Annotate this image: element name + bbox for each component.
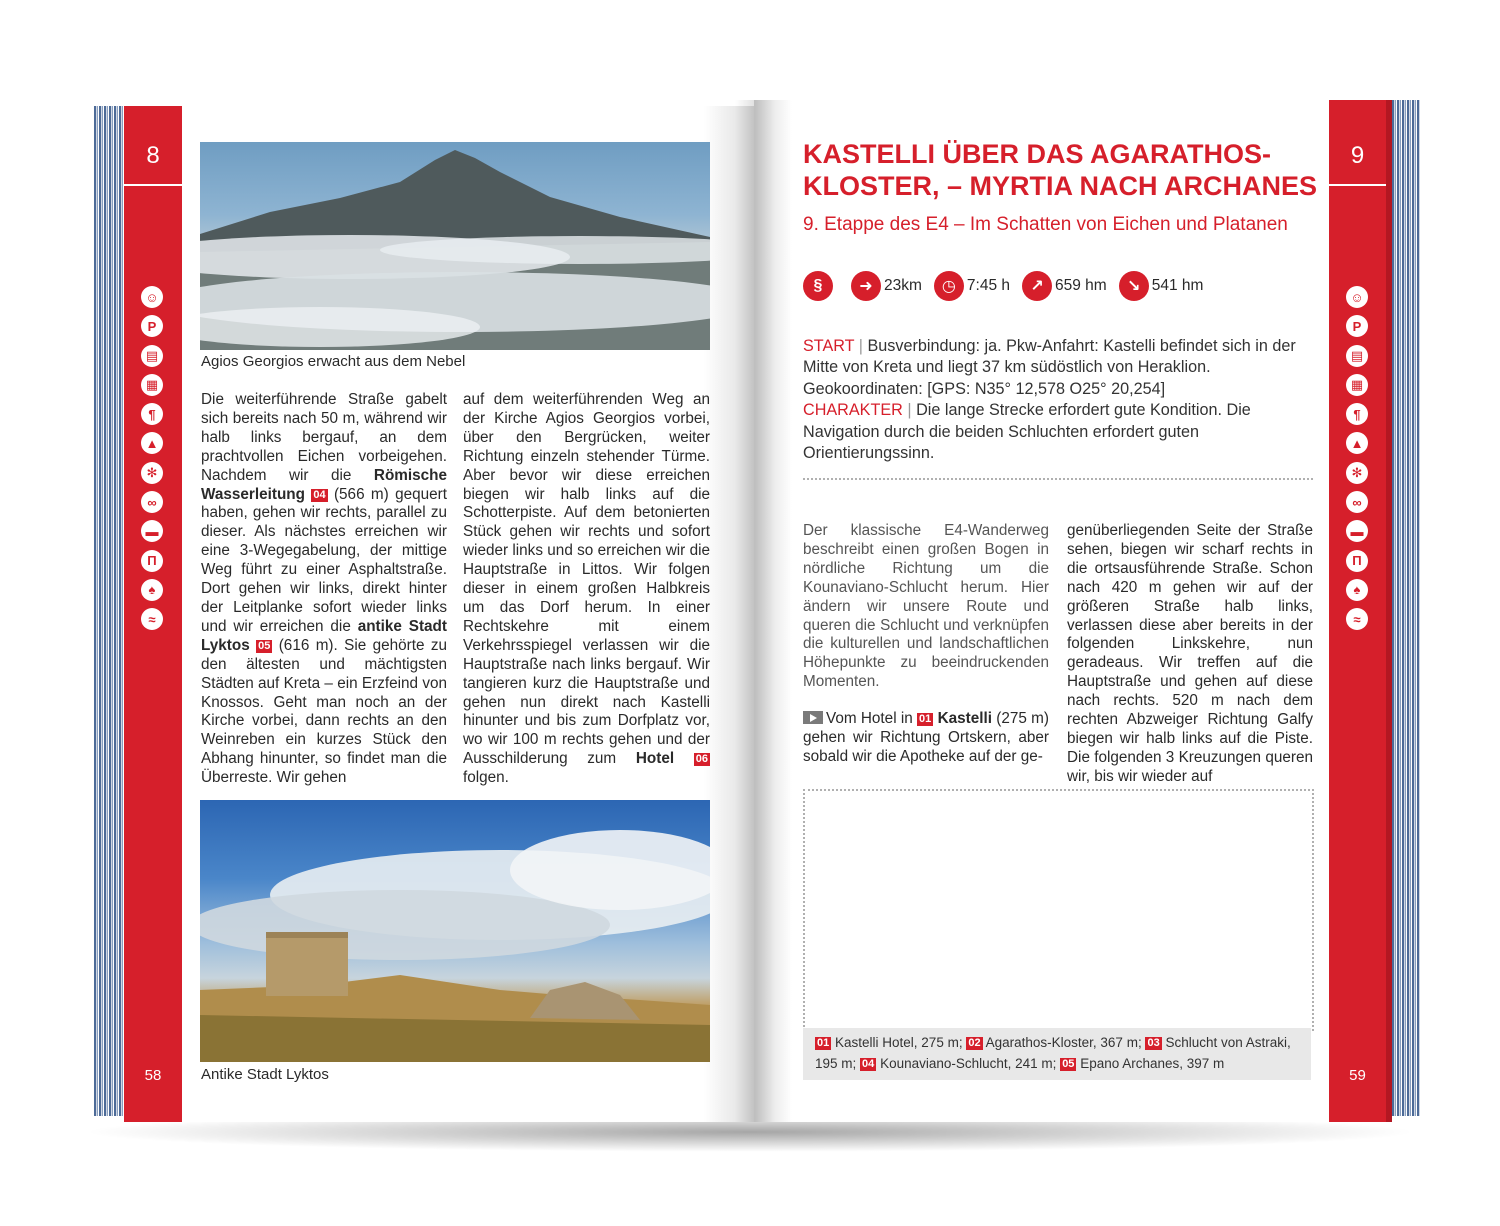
waypoint-legend: 01 Kastelli Hotel, 275 m; 02 Agarathos-Kloster, 367 m; 03 Schlucht von Astraki, 195 m; 04 Kounaviano-Schlucht, 241 m; 05 Epano Archanes, 397 m (803, 1028, 1311, 1080)
bus-icon: ▤ (141, 345, 163, 367)
point-tag: 04 (313, 488, 326, 501)
winter-icon: ✻ (141, 462, 163, 484)
basket-icon: ▦ (141, 374, 163, 396)
tour-info: START | Busverbindung: ja. Pkw-Anfahrt: Kastelli befindet sich in der Mitte von Kreta und liegt 37 km südöstlich von Heraklion. Geokoordinaten: [GPS: N35° 12,578 O25° 20,254] CHARAKTER | Die lange Strecke erfordert gute Kondition. Die Navigation durch die beiden Schluchten erfordert guten Orientierungssinn. (803, 337, 1296, 463)
bed-icon: ▬ (141, 520, 163, 542)
kids-icon: ☺ (1346, 286, 1368, 308)
parking-icon: P (141, 315, 163, 337)
page-number: 58 (144, 1067, 162, 1084)
descent-icon: ↘ (1119, 271, 1149, 301)
clock-icon: ◷ (934, 271, 964, 301)
character-label: CHARAKTER (803, 401, 903, 420)
mountain-icon: ▲ (141, 432, 163, 454)
ascent-icon: ↗ (1022, 271, 1052, 301)
point-tag: 03 (1147, 1037, 1160, 1049)
photo-agios-georgios (200, 142, 710, 350)
map-placeholder (803, 789, 1314, 1031)
photo-caption-top: Agios Georgios erwacht aus dem Nebel (201, 353, 466, 370)
mountain-icon: ▲ (1346, 432, 1368, 454)
museum-icon: Π (1346, 550, 1368, 572)
page-number: 59 (1349, 1067, 1366, 1084)
descent-value: 541 hm (1151, 277, 1204, 294)
parking-icon: P (1346, 315, 1368, 337)
bus-icon: ▤ (1346, 345, 1368, 367)
photo-lyktos (200, 800, 710, 1062)
point-tag: 01 (817, 1037, 830, 1049)
route-paragraph: Vom Hotel in 01 Kastelli (275 m) gehen wir Richtung Ortskern, aber sobald wir die Apotheke auf der ge- (803, 710, 1049, 765)
winter-icon: ✻ (1346, 462, 1368, 484)
swim-icon: ≈ (141, 608, 163, 630)
restaurant-icon: ¶ (141, 403, 163, 425)
play-icon (803, 711, 823, 724)
start-text: Busverbindung: ja. Pkw-Anfahrt: Kastelli befindet sich in der Mitte von Kreta und liegt 37 km südöstlich von Heraklion. Geokoordinaten: [GPS: N35° 12,578 O25° 20,254] (803, 337, 1296, 398)
photo-caption-bottom: Antike Stadt Lyktos (201, 1066, 329, 1083)
right-chapter-bar (1329, 100, 1386, 1122)
kids-icon: ☺ (141, 286, 163, 308)
tour-stats (803, 270, 1215, 302)
page-edges-left (94, 106, 126, 1116)
swim-icon: ≈ (1346, 608, 1368, 630)
route-icon: § (803, 271, 833, 301)
forest-icon: ♠ (141, 579, 163, 601)
chapter-divider (124, 184, 182, 186)
mountain-fog-image (200, 142, 710, 350)
spine-shadow (735, 100, 775, 1122)
basket-icon: ▦ (1346, 374, 1368, 396)
chapter-number: 8 (146, 142, 160, 169)
point-tag: 02 (968, 1037, 981, 1049)
point-tag: 05 (258, 639, 271, 652)
character-text: Die lange Strecke erfordert gute Kondition. Die Navigation durch die beiden Schluchten erfordert guten Orientierungssinn. (803, 401, 1251, 463)
dotted-divider (803, 478, 1313, 480)
sidebar-icons (1346, 286, 1370, 638)
left-text-column-2: auf dem weiterführenden Weg an der Kirche Agios Georgios vorbei, über den Bergrücken, weiter Richtung einzeln stehender Türme. Aber bevor wir diese erreichen biegen wir halb links auf die Schotterpiste. Auf dem betonierten Stück gehen wir rechts und sofort wieder links und so erreichen wir die Hauptstraße in Littos. Wir folgen dieser in einem großen Halbkreis um das Dorf herum. In einer Rechtskehre mit einem Verkehrsspiegel verlassen wir die Hauptstraße nach links bergauf. Wir tangieren kurz die Hauptstraße und gehen nun direkt nach Kastelli hinunter und bis zum Dorfplatz vor, wo wir 100 m rechts gehen und der Ausschilderung zum Hotel 06 folgen. (463, 391, 710, 787)
point-tag: 01 (919, 713, 932, 726)
right-text-column-1 (803, 522, 1049, 767)
bike-icon: ∞ (1346, 491, 1368, 513)
distance-value: 23km (884, 277, 922, 294)
point-tag: 04 (862, 1058, 875, 1070)
intro-paragraph: Der klassische E4-Wanderweg beschreibt einen großen Bogen in nördliche Richtung um die Kounaviano-Schlucht herum. Hier ändern wir unsere Route und queren die Schlucht und verknüpfen die kulturellen und landschaftlichen Höhepunkte zu beeindruckenden Momenten. (803, 522, 1049, 691)
left-text-column-1: Die weiterführende Straße gabelt sich bereits nach 50 m, während wir halb links bergauf, an dem prachtvollen Eichen vorbeigehen. Nachdem wir die Römische Wasserleitung 04 (566 m) gequert haben, gehen wir rechts, parallel zu dieser. Als nächstes erreichen wir eine 3-Wegegabelung, der mittige Weg führt zu einer Asphaltstraße. Dort gehen wir links, direkt hinter der Leitplanke sofort wieder links und wir erreichen die antike Stadt Lyktos 05 (616 m). Sie gehörte zu den ältesten und mächtigsten Städten auf Kreta – ein Erzfeind von Knossos. Geht man noch an der Kirche vorbei, dann rechts an den Weinreben ein kurzes Stück den Abhang hinunter, so findet man die Überreste. Wir gehen (201, 391, 447, 787)
restaurant-icon: ¶ (1346, 403, 1368, 425)
ascent-value: 659 hm (1055, 277, 1107, 294)
museum-icon: Π (141, 550, 163, 572)
chapter-divider (1329, 184, 1386, 186)
point-tag: 05 (1062, 1058, 1075, 1070)
distance-icon: ➜ (851, 271, 881, 301)
right-text-column-2: genüberliegenden Seite der Straße sehen, biegen wir scharf rechts in die ortsausführende Straße. Schon nach 420 m gehen wir auf der größeren Straße halb links, verlassen diese aber bereits in der folgenden Linkskehre, nun geradeaus. Wir treffen auf die Hauptstraße und gehen auf diese nach rechts. 520 m nach dem rechten Abzweiger Richtung Galfy biegen wir halb links auf die Piste. Die folgenden 3 Kreuzungen queren wir, bis wir wieder auf (1067, 522, 1313, 785)
forest-icon: ♠ (1346, 579, 1368, 601)
page-title: KASTELLI ÜBER DAS AGARATHOS- KLOSTER, – MYRTIA NACH ARCHANES (803, 139, 1318, 201)
bike-icon: ∞ (141, 491, 163, 513)
point-tag: 06 (695, 753, 708, 766)
left-chapter-bar (124, 106, 182, 1122)
chapter-number: 9 (1350, 142, 1365, 169)
start-label: START (803, 337, 855, 355)
sidebar-icons (141, 286, 165, 638)
bed-icon: ▬ (1346, 520, 1368, 542)
lyktos-tower-image (200, 800, 710, 1062)
page-subtitle: 9. Etappe des E4 – Im Schatten von Eichen und Platanen (803, 214, 1288, 235)
time-value: 7:45 h (966, 277, 1011, 294)
